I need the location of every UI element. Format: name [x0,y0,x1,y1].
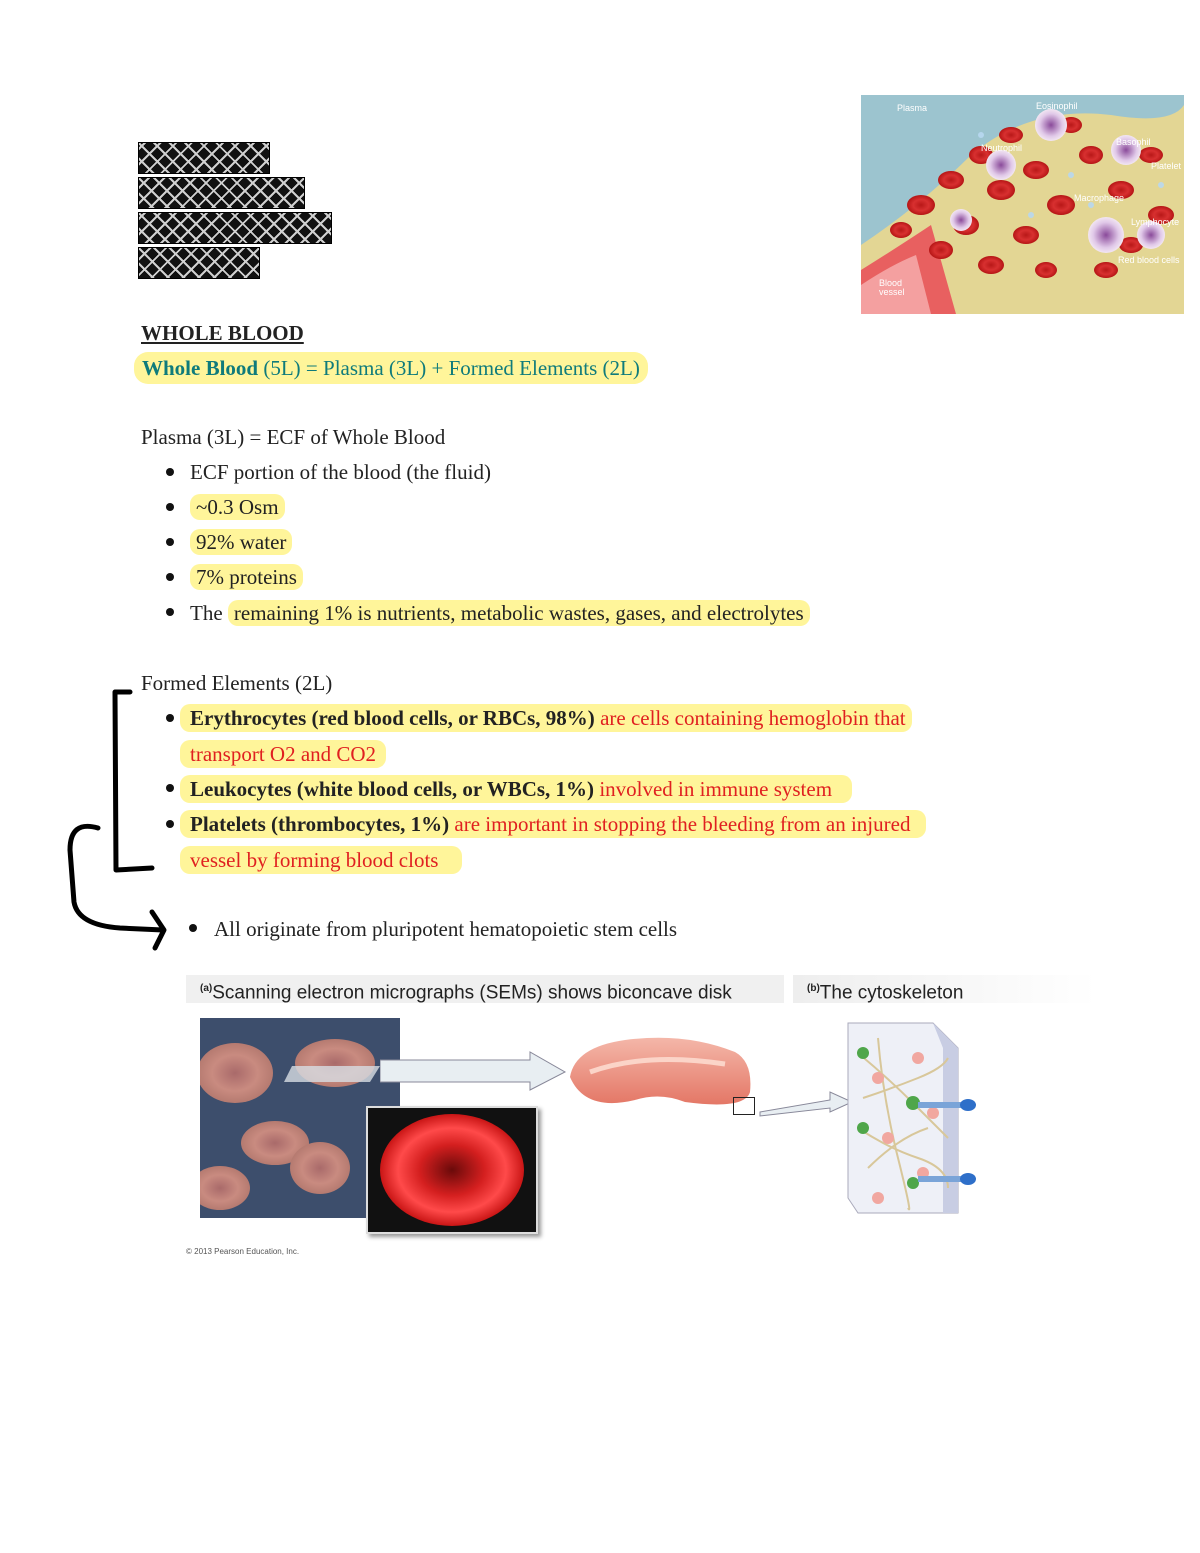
biconcave-rbc-diagram [565,1032,755,1112]
figure-label-blood-vessel: Blood vessel [879,278,905,297]
equation-bold: Whole Blood [142,356,259,380]
plasma-heading: Plasma (3L) = ECF of Whole Blood [141,425,446,449]
platelets-line-2: vessel by forming blood clots [180,845,462,875]
platelets-term: Platelets (thrombocytes, 1%) [190,812,450,836]
plasma-bullet-1: ECF portion of the blood (the fluid) [190,460,491,484]
figure-label-platelet: Platelet [1151,161,1182,171]
whole-blood-equation [134,353,648,383]
cytoskeleton-diagram [838,1018,978,1218]
bullet-dot [166,538,174,546]
redacted-block-2 [138,177,305,209]
origin-line: All originate from pluripotent hematopoietic stem cells [214,917,678,941]
caption-a: $^{(a)}$Scanning electron micrographs (SEMs) shows biconcave disk [186,975,784,1003]
figure-label-neutrophil: Neutrophil [981,143,1023,153]
erythrocytes-line-2: transport O2 and CO2 [180,739,386,769]
figure-label-macrophage: Macrophage [1074,193,1125,203]
erythrocytes-term: Erythrocytes (red blood cells, or RBCs, 98%) [190,706,595,730]
blood-vessel-illustration [861,95,1184,314]
figure-label-plasma: Plasma [897,103,928,113]
figure-label-eosinophil: Eosinophil [1036,101,1078,111]
cross-section-marker [733,1097,755,1115]
erythrocytes-line-1: Erythrocytes (red blood cells, or RBCs, 98%) are cells containing hemoglobin that [180,703,912,733]
leukocytes-term: Leukocytes (white blood cells, or WBCs, 1%) [190,777,595,801]
bracket-arrow-annotation [60,680,170,960]
figure-label-lymphocyte: Lymphocyte [1131,217,1180,227]
page-title: WHOLE BLOOD [141,321,304,345]
formed-elements-heading: Formed Elements (2L) [141,671,333,695]
plasma-bullet-3: 92% water [190,527,292,557]
plasma-bullet-5: The remaining 1% is nutrients, metabolic wastes, gases, and electrolytes [190,598,810,628]
figure-label-red-blood-cells: Red blood cells [1118,255,1180,265]
bullet-dot [166,503,174,511]
platelets-line-1: Platelets (thrombocytes, 1%) are important in stopping the bleeding from an injured [180,809,926,839]
bullet-dot [166,573,174,581]
plasma-bullet-2: ~0.3 Osm [190,492,285,522]
equation-rest: (5L) = Plasma (3L) + Formed Elements (2L) [258,356,640,380]
redacted-block-1 [138,142,270,174]
leukocytes-line: Leukocytes (white blood cells, or WBCs, 1%) involved in immune system [180,774,852,804]
bullet-dot [166,608,174,616]
redacted-block-3 [138,212,332,244]
bullet-dot [166,468,174,476]
plasma-bullet-4: 7% proteins [190,562,303,592]
bullet-dot [189,924,197,932]
figure-label-basophil: Basophil [1116,137,1151,147]
figure-credit: © 2013 Pearson Education, Inc. [186,1247,300,1256]
redacted-block-4 [138,247,260,279]
caption-b: $^{(b)}$The cytoskeleton [793,975,1097,1003]
